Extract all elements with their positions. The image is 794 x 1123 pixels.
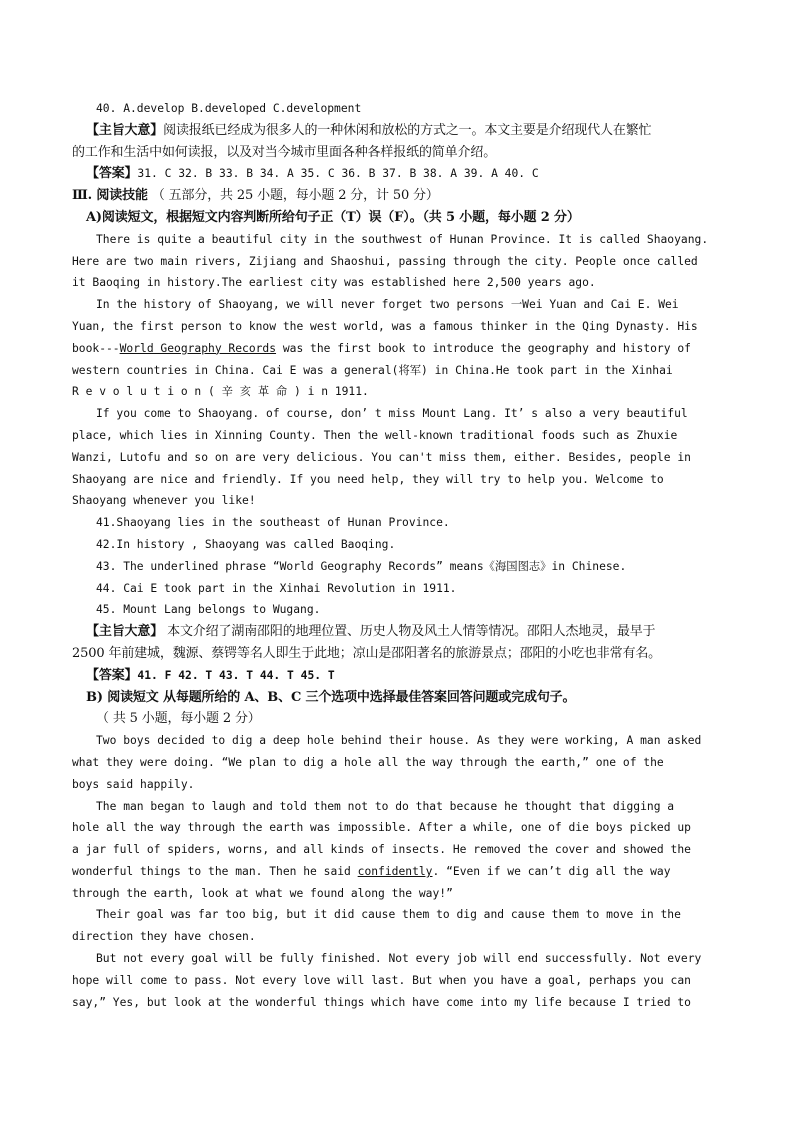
summary-line	[72, 120, 722, 142]
question-45: 45. Mount Lang belongs to Wugang.	[96, 603, 321, 617]
paragraph-line: say,” Yes, but look at the wonderful things which have come into my life because I tried to	[72, 995, 691, 1009]
question-42: 42.In history , Shaoyang was called Baoqing.	[96, 537, 396, 551]
paragraph-line: through the earth, look at what we found along the way!”	[72, 886, 453, 900]
paragraph-line: R e v o l u t i o n ( 辛 亥 革 命 ) i n 1911.	[72, 385, 369, 399]
answer-text: 41. F 42. T 43. T 44. T 45. T	[137, 668, 335, 682]
answer-tag: 【答案】	[86, 166, 138, 182]
paragraph-line: If you come to Shaoyang. of course, don’ t miss Mount Lang. It’ s also a very beautiful	[96, 407, 688, 421]
paragraph-line: Their goal was far too big, but it did cause them to dig and cause them to move in the	[96, 908, 681, 922]
paragraph-line: it Baoqing in history.The earliest city was established here 2,500 years ago.	[72, 276, 596, 290]
answer-line	[72, 163, 722, 185]
text-span: wonderful things to the man. Then he said	[72, 864, 358, 878]
paragraph-line: There is quite a beautiful city in the southwest of Hunan Province. It is called Shaoyang.	[96, 232, 709, 246]
summary-line: 2500 年前建城，魏源、蔡锷等名人即生于此地；凉山是邵阳著名的旅游景点；邵阳的小吃也非常有名。	[72, 645, 662, 661]
part-a-instruction: A)阅读短文，根据短文内容判断所给句子正（T）误（F）。（共 5 小题，每小题 2 分）	[86, 209, 580, 225]
paragraph-line: western countries in China. Cai E was a general(将军) in China.He took part in the Xinhai	[72, 363, 673, 377]
answer-tag: 【答案】	[86, 667, 138, 683]
paragraph-line: direction they have chosen.	[72, 930, 256, 944]
summary-text: 本文介绍了湖南邵阳的地理位置、历史人物及风土人情等情况。邵阳人杰地灵，最早于	[163, 624, 656, 640]
paragraph-line: Wanzi, Lutofu and so on are very delicious. You can't miss them, either. Besides, people in	[72, 450, 691, 464]
text-span: was the first book to introduce the geography and history of	[276, 341, 691, 355]
paragraph-line: Yuan, the first person to know the west world, was a famous thinker in the Qing Dynasty. His	[72, 319, 698, 333]
paragraph-line: what they were doing. “We plan to dig a hole all the way through the earth,” one of the	[72, 755, 664, 769]
answer-text: 31. C 32. B 33. B 34. A 35. C 36. B 37. B 38. A 39. A 40. C	[137, 167, 539, 181]
paragraph-line: But not every goal will be fully finished. Not every job will end successfully. Not every	[96, 952, 702, 966]
part-b-instruction: B) 阅读短文 从每题所给的 A、B、C 三个选项中选择最佳答案回答问题或完成句子。	[86, 689, 576, 705]
paragraph-line: Here are two main rivers, Zijiang and Shaoshui, passing through the city. People once called	[72, 254, 698, 268]
section-title: Ⅲ. 阅读技能	[72, 188, 148, 204]
summary-line	[72, 621, 722, 643]
summary-tag: 【主旨大意】	[86, 624, 164, 640]
paragraph-line: a jar full of spiders, worns, and all kinds of insects. He removed the cover and showed the	[72, 843, 691, 857]
summary-line: 的工作和生活中如何读报，以及对当今城市里面各种各样报纸的简单介绍。	[72, 144, 497, 160]
section-heading	[72, 185, 722, 207]
section-note: （ 五部分，共 25 小题，每小题 2 分，计 50 分）	[147, 188, 439, 204]
paragraph-line: Shaoyang are nice and friendly. If you need help, they will try to help you. Welcome to	[72, 472, 664, 486]
answer-line	[72, 665, 722, 687]
question-40: 40. A.develop B.developed C.development	[96, 102, 362, 115]
paragraph-line: hope will come to pass. Not every love will last. But when you have a goal, perhaps you can	[72, 973, 691, 987]
part-b-note: （ 共 5 小题，每小题 2 分）	[96, 711, 261, 727]
question-41: 41.Shaoyang lies in the southeast of Hunan Province.	[96, 516, 450, 530]
underlined-word: confidently	[357, 864, 433, 878]
question-43: 43. The underlined phrase “World Geography Records” means《海国图志》in Chinese.	[96, 559, 627, 573]
paragraph-line: boys said happily.	[72, 777, 195, 791]
paragraph-line: In the history of Shaoyang, we will never forget two persons 一Wei Yuan and Cai E. Wei	[96, 298, 679, 312]
paragraph-line: Shaoyang whenever you like!	[72, 494, 256, 508]
paragraph-line: hole all the way through the earth was impossible. After a while, one of die boys picked up	[72, 821, 691, 835]
text-span: . “Even if we can’t dig all the way	[432, 864, 671, 878]
paragraph-line: place, which lies in Xinning County. Then the well-known traditional foods such as Zhuxie	[72, 428, 678, 442]
paragraph-line: Two boys decided to dig a deep hole behind their house. As they were working, A man asked	[96, 734, 702, 748]
summary-text: 阅读报纸已经成为很多人的一种休闲和放松的方式之一。本文主要是介绍现代人在繁忙	[163, 122, 652, 138]
underlined-phrase: World Geography Records	[119, 341, 277, 355]
text-span: book---	[72, 341, 120, 355]
paragraph-line	[72, 338, 722, 360]
paragraph-line	[72, 861, 722, 883]
paragraph-line: The man began to laugh and told them not to do that because he thought that digging a	[96, 799, 675, 813]
question-44: 44. Cai E took part in the Xinhai Revolution in 1911.	[96, 581, 457, 595]
summary-tag: 【主旨大意】	[86, 122, 164, 138]
document-page	[72, 98, 722, 1013]
